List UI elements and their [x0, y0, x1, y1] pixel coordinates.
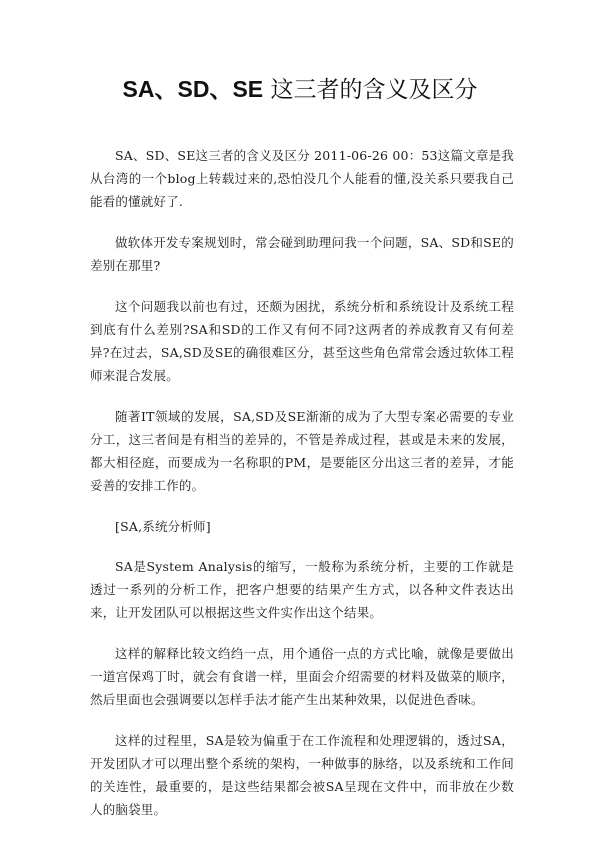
- title-latin: SA、SD、SE: [122, 76, 264, 102]
- page-title: [0, 74, 600, 105]
- paragraph-intro: SA、SD、SE这三者的含义及区分 2011-06-26 00：53这篇文章是我从台湾的一个blog上转载过来的,恐怕没几个人能看的懂,没关系只要我自己能看的懂就好了.: [90, 148, 514, 209]
- document-body: [90, 144, 514, 839]
- paragraph-sa-definition: SA是System Analysis的缩写，一般称为系统分析，主要的工作就是透过一系列的分析工作，把客户想要的结果产生方式，以各种文件表达出来，让开发团队可以根据这些文件实作出这个结果。: [90, 559, 514, 620]
- section-heading-sa: [SA,系统分析师]: [115, 519, 211, 534]
- paragraph-sa-process: 这样的过程里，SA是较为偏重于在工作流程和处理逻辑的，透过SA，开发团队才可以理出整个系统的架构，一种做事的脉络，以及系统和工作间的关连性，最重要的，是这些结果都会被SA呈现在文件中，而非放在少数人的脑袋里。: [90, 733, 514, 817]
- title-cjk: 这三者的含义及区分: [263, 77, 478, 103]
- paragraph-development: 随著IT领域的发展，SA,SD及SE渐渐的成为了大型专案必需要的专业分工，这三者间是有相当的差异的，不管是养成过程，甚或是未来的发展，都大相径庭，而要成为一名称职的PM，是要能区分出这三者的差异，才能妥善的安排工作的。: [90, 409, 514, 493]
- paragraph-sa-analogy: 这样的解释比较文绉绉一点，用个通俗一点的方式比喻，就像是要做出一道宫保鸡丁时，就会有食谱一样，里面会介绍需要的材料及做菜的顺序，然后里面也会强调要以怎样手法才能产生出某种效果，以促进色香味。: [90, 646, 514, 707]
- paragraph-question: 做软体开发专案规划时，常会碰到助理问我一个问题，SA、SD和SE的差别在那里?: [90, 235, 514, 273]
- paragraph-confusion: 这个问题我以前也有过，还颇为困扰，系统分析和系统设计及系统工程到底有什么差别?SA和SD的工作又有何不同?这两者的养成教育又有何差异?在过去，SA,SD及SE的确很难区分，甚至这些角色常常会透过软体工程师来混合发展。: [90, 299, 514, 383]
